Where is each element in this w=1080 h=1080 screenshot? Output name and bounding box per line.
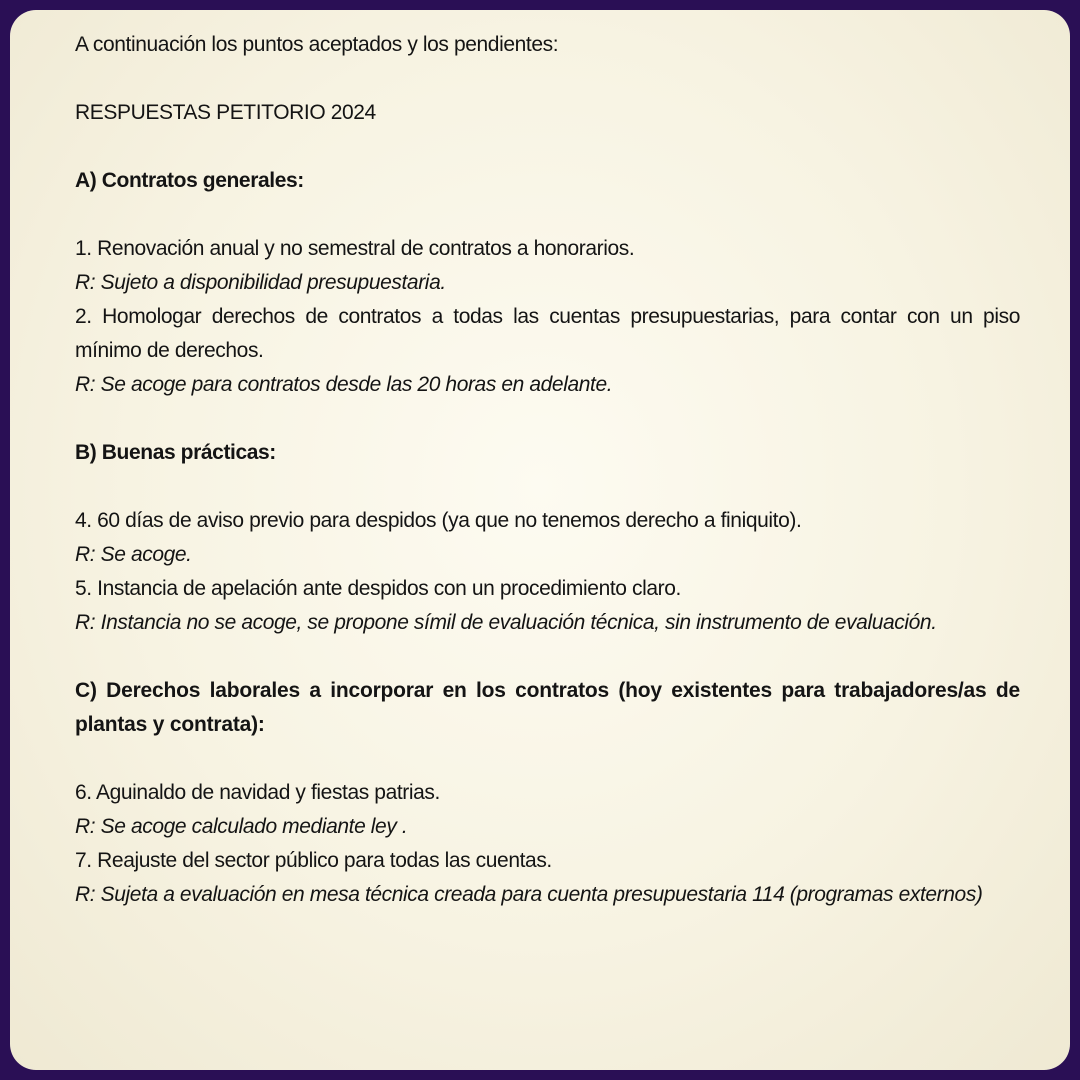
item-2: 2. Homologar derechos de contratos a todas las cuentas presupuestarias, para contar con un piso mínimo de derechos. xyxy=(75,305,1020,362)
response-5: R: Instancia no se acoge, se propone símil de evaluación técnica, sin instrumento de evaluación. xyxy=(75,611,937,634)
response-1: R: Sujeto a disponibilidad presupuestaria. xyxy=(75,271,446,294)
item-7: 7. Reajuste del sector público para todas las cuentas. xyxy=(75,849,552,872)
section-c-heading: C) Derechos laborales a incorporar en los contratos (hoy existentes para trabajadores/as de plantas y contrata): xyxy=(75,679,1020,736)
item-4: 4. 60 días de aviso previo para despidos (ya que no tenemos derecho a finiquito). xyxy=(75,509,802,532)
response-7: R: Sujeta a evaluación en mesa técnica creada para cuenta presupuestaria 114 (programas externos) xyxy=(75,883,983,906)
response-2: R: Se acoge para contratos desde las 20 horas en adelante. xyxy=(75,373,613,396)
item-6: 6. Aguinaldo de navidad y fiestas patrias. xyxy=(75,781,440,804)
item-5: 5. Instancia de apelación ante despidos con un procedimiento claro. xyxy=(75,577,681,600)
section-a-heading: A) Contratos generales: xyxy=(75,169,304,192)
document-title: RESPUESTAS PETITORIO 2024 xyxy=(75,101,376,124)
response-4: R: Se acoge. xyxy=(75,543,192,566)
response-6: R: Se acoge calculado mediante ley . xyxy=(75,815,408,838)
document-body xyxy=(75,28,1020,912)
intro-text: A continuación los puntos aceptados y los pendientes: xyxy=(75,33,559,56)
document-card xyxy=(10,10,1070,1070)
section-b-heading: B) Buenas prácticas: xyxy=(75,441,276,464)
item-1: 1. Renovación anual y no semestral de contratos a honorarios. xyxy=(75,237,635,260)
